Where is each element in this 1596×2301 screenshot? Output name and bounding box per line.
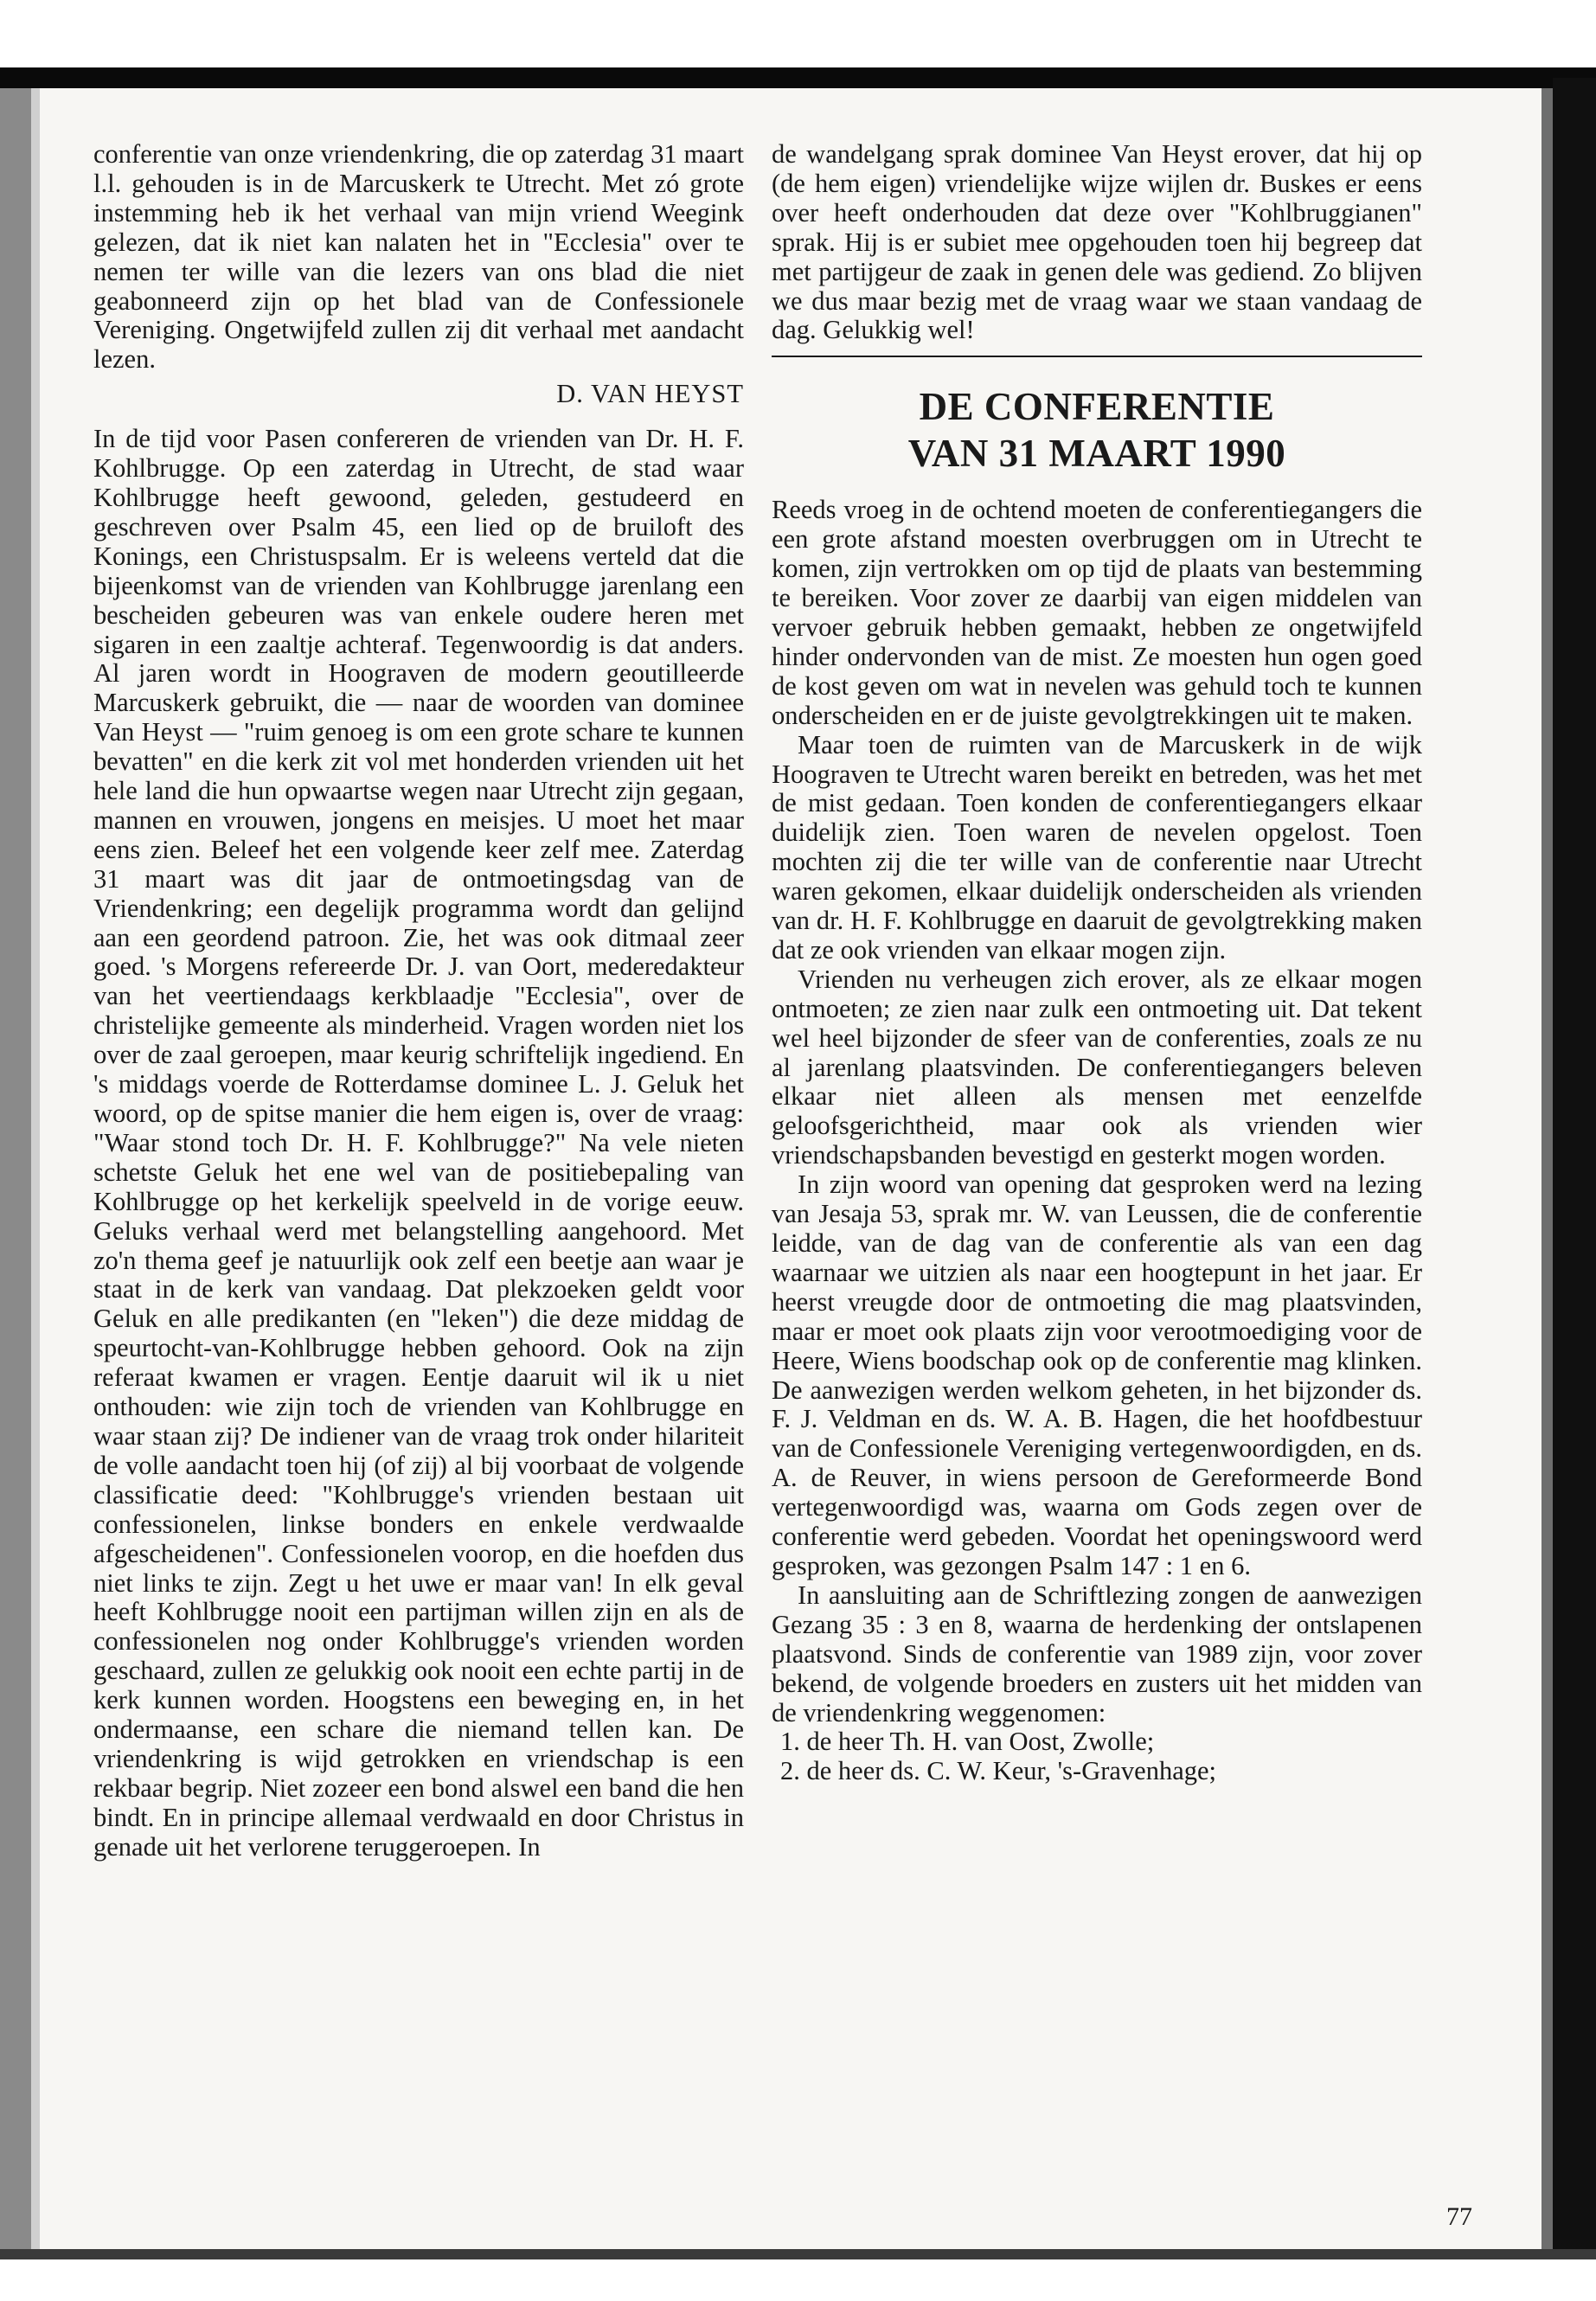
scan-top-shadow (0, 67, 1596, 88)
section-heading (772, 383, 1422, 477)
paragraph-1: Reeds vroeg in de ochtend moeten de conferentiegangers die een grote afstand moesten overbruggen om in Utrecht te komen, zijn vertrokken om op tijd de plaats van bestemming te bereiken. Voor zover ze daarbij van eigen middelen van vervoer gebruik hebben gemaakt, hebben ze ongetwijfeld hinder ondervonden van de mist. Ze moesten hun ogen goed de kost geven om wat in nevelen was gehuld toch te kunnen onderscheiden en er de juiste gevolgtrekkingen uit te maken. (772, 495, 1422, 730)
continuation-paragraph: de wandelgang sprak dominee Van Heyst erover, dat hij op (de hem eigen) vriendelijke wijze wijlen dr. Buskes er eens over heeft onderhouden dat deze over "Kohlbruggianen" sprak. Hij is er subiet mee opgehouden toen hij begreep dat met partijgeur de zaak in genen dele was gediend. Zo blijven we dus maar bezig met de vraag waar we staan vandaag de dag. Gelukkig wel! (772, 139, 1422, 345)
paragraph-2: Maar toen de ruimten van de Marcuskerk in de wijk Hoograven te Utrecht waren bereikt en betreden, was het met de mist gedaan. Toen konden de conferentiegangers elkaar duidelijk zien. Toen waren de nevelen opgelost. Toen mochten zij die ter wille van de conferentie naar Utrecht waren gekomen, elkaar duidelijk onderscheiden als vrienden van dr. H. F. Kohlbrugge en daaruit de gevolgtrekking maken dat ze ook vrienden van elkaar mogen zijn. (772, 729, 1422, 965)
scan-left-edge-inner (31, 88, 40, 2251)
scan-bottom-shadow (0, 2249, 1596, 2259)
right-column (772, 140, 1422, 1786)
heading-line-1: DE CONFERENTIE (919, 385, 1275, 429)
paragraph-3: Vrienden nu verheugen zich erover, als ze elkaar mogen ontmoeten; ze zien naar zulk een ontmoeting uit. Dat tekent wel heel bijzonder de sfeer van de conferenties, zoals ze nu al jarenlang plaatsvinden. De conferentiegangers beleven elkaar niet alleen als mensen met eenzelfde geloofsgerichtheid, maar ook als vrienden wier vriendschapsbanden bevestigd en gesterkt mogen worden. (772, 964, 1422, 1170)
list-item: 2. de heer ds. C. W. Keur, 's-Gravenhage; (780, 1756, 1216, 1786)
list-item: 1. de heer Th. H. van Oost, Zwolle; (780, 1727, 1155, 1757)
author-signature: D. VAN HEYST (556, 379, 744, 409)
page-number: 77 (1446, 2202, 1472, 2231)
heading-line-2: VAN 31 MAART 1990 (907, 432, 1286, 476)
article-body-paragraph: In de tijd voor Pasen confereren de vrienden van Dr. H. F. Kohlbrugge. Op een zaterdag in Utrecht, de stad waar Kohlbrugge heeft gewoond, geleden, gestudeerd en geschreven over Psalm 45, een lied op de bruiloft des Konings, een Christuspsalm. Er is weleens verteld dat die bijeenkomst van de vrienden van Kohlbrugge jarenlang een bescheiden gebeuren was van enkele oudere heren met sigaren in een zaaltje achteraf. Tegenwoordig is dat anders. Al jaren wordt in Hoograven de modern geoutilleerde Marcuskerk gebruikt, die — naar de woorden van dominee Van Heyst — "ruim genoeg is om een grote schare te kunnen bevatten" en die kerk zit vol met honderden vrienden uit het hele land die hun opwaartse wegen naar Utrecht zijn gegaan, mannen en vrouwen, jongens en meisjes. U moet het maar eens zien. Beleef het een volgende keer zelf mee. Zaterdag 31 maart was dit jaar de ontmoetingsdag van de Vriendenkring; een degelijk programma wordt dan gelijnd aan een geordend patroon. Zie, het was ook ditmaal zeer goed. 's Morgens refereerde Dr. J. van Oort, mederedakteur van het veertiendaags kerkblaadje "Ecclesia", over de christelijke gemeente als minderheid. Vragen worden niet los over de zaal geroepen, maar keurig schriftelijk ingediend. En 's middags voerde de Rotterdamse dominee L. J. Geluk het woord, op de spitse manier die hem eigen is, over de vraag: "Waar stond toch Dr. H. F. Kohlbrugge?" Na vele nieten schetste Geluk het ene wel van de positiebepaling van Kohlbrugge op het kerkelijk speelveld in de vorige eeuw. Geluks verhaal werd met belangstelling aangehoord. Met zo'n thema geef je natuurlijk ook zelf een beetje aan waar je staat in de kerk van vandaag. Dat plekzoeken geldt voor Geluk en alle predikanten (en "leken") die deze middag de speurtocht-van-Kohlbrugge hebben gehoord. Ook na zijn referaat kwamen er vragen. Eentje daaruit wil ik u niet onthouden: wie zijn toch de vrienden van Kohlbrugge en waar staan zij? De indiener van de vraag trok onder hilariteit de volle aandacht toen hij (of zij) al bij voorbaat de volgende classificatie deed: "Kohlbrugge's vrienden bestaan uit confessionelen, linkse bonders en enkele verdwaalde afgescheidenen". Confessionelen voorop, en die hoefden dus niet links te zijn. Zegt u het uwe er maar van! In elk geval heeft Kohlbrugge nooit een partijman willen zijn en als de confessionelen nog onder Kohlbrugge's vrienden worden geschaard, zullen ze gelukkig ook nooit een echte partij in de kerk kunnen worden. Hoogstens een beweging en, in het ondermaanse, een schare die niemand tellen kan. De vriendenkring is wijd getrokken en vriendschap is een rekbaar begrip. Niet zozeer een bond alswel een band die hen bindt. En in principe allemaal verdwaald en door Christus in genade uit het verlorene teruggeroepen. In (93, 424, 744, 1862)
paragraph-4: In zijn woord van opening dat gesproken werd na lezing van Jesaja 53, sprak mr. W. van Leussen, die de conferentie leidde, van de dag van de conferentie als van een dag waarnaar we uitzien als naar een hoogtepunt in het jaar. Er heerst vreugde door de ontmoeting die mag plaatsvinden, maar er moet ook plaats zijn voor verootmoediging voor de Heere, Wiens boodschap ook op de conferentie mag klinken. De aanwezigen werden welkom geheten, in het bijzonder ds. F. J. Veldman en ds. W. A. B. Hagen, die het hoofdbestuur van de Confessionele Vereniging vertegenwoordigden, en ds. A. de Reuver, in wiens persoon de Gereformeerde Bond vertegenwoordigd was, waarna om Gods zegen over de conferentie werd gebeden. Voordat het openingswoord werd gesproken, was gezongen Psalm 147 : 1 en 6. (772, 1170, 1422, 1580)
document-page (40, 88, 1542, 2249)
intro-paragraph: conferentie van onze vriendenkring, die op zaterdag 31 maart l.l. gehouden is in de Marcuskerk te Utrecht. Met zó grote instemming heb ik het verhaal van mijn vriend Weegink gelezen, dat ik niet kan nalaten het in "Ecclesia" over te nemen ter wille van die lezers van ons blad die niet geabonneerd zijn op het blad van de Confessionele Vereniging. Ongetwijfeld zullen zij dit verhaal met aandacht lezen. (93, 139, 744, 375)
section-divider (772, 356, 1422, 357)
scan-right-edge (1553, 78, 1596, 2258)
left-column (93, 140, 744, 1862)
paragraph-5: In aansluiting aan de Schriftlezing zongen de aanwezigen Gezang 35 : 3 en 8, waarna de herdenking der ontslapenen plaatsvond. Sinds de conferentie van 1989 zijn, voor zover bekend, de volgende broeders en zusters uit het midden van de vriendenkring weggenomen: (772, 1580, 1422, 1727)
scan-left-edge (0, 88, 31, 2251)
deceased-list (772, 1727, 1422, 1786)
scan-right-edge-inner (1542, 88, 1553, 2251)
